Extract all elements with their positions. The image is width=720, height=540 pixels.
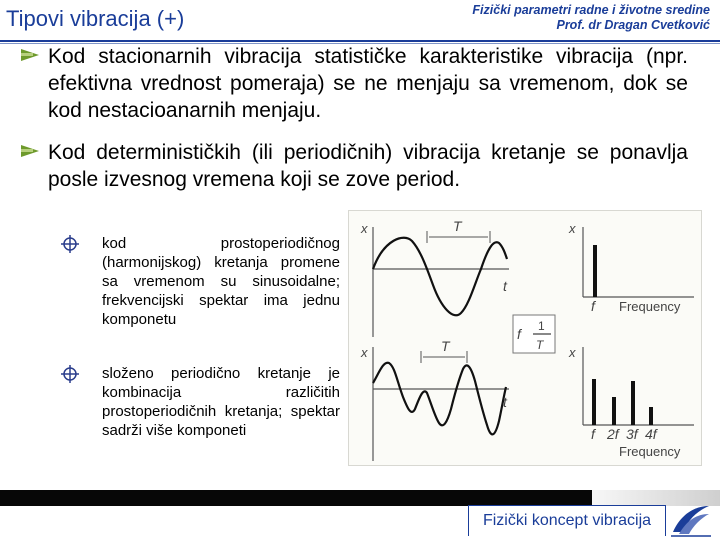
crosshair-bullet-icon (61, 235, 79, 253)
bullet-deterministic (48, 139, 688, 193)
formula-lhs: f (517, 326, 521, 342)
bottom-right-frequency-label: Frequency (619, 444, 681, 459)
bottom-left-period-label: T (441, 338, 450, 354)
slide-title: Tipovi vibracija (+) (6, 6, 185, 31)
bottom-right-f3-label: 3f (626, 426, 638, 442)
formula-num: 1 (538, 319, 545, 333)
top-right-frequency-label: Frequency (619, 299, 681, 314)
sub-bullet-text: kod prostoperiodičnog (harmonijskog) kretanja promene sa vremenom su sinusoidalne; frekvencijski spektar ima jednu komponetu (102, 235, 340, 328)
top-left-t-label: t (503, 278, 507, 294)
arrow-bullet-icon (21, 145, 39, 157)
bottom-right-f2-label: 2f (607, 426, 619, 442)
sub-bullet-complex (102, 364, 340, 440)
sub-bullet-text: složeno periodično kretanje je kombinacija različitih prostoperiodičnih kretanja; spektar sadrži više komponeti (102, 365, 340, 439)
university-logo-icon (669, 500, 713, 538)
formula-den: T (536, 338, 544, 352)
footer-bar (0, 490, 720, 506)
complex-wave (373, 363, 506, 435)
bullet-text: Kod stacionarnih vibracija statističke karakteristike vibracija (npr. efektivna vrednost pomeraja) se ne menjaju sa vremenom, dok se kod nestacioanarnih menjaju. (48, 45, 688, 122)
bottom-left-t-label: t (503, 394, 507, 410)
course-header (472, 3, 710, 33)
vibration-figure (349, 211, 701, 465)
sub-bullet-harmonic (102, 234, 340, 329)
author-name: Prof. dr Dragan Cvetković (556, 18, 710, 32)
bottom-right-f1-label: f (591, 426, 595, 442)
header-rule (0, 40, 720, 42)
arrow-bullet-icon (21, 49, 39, 61)
vibration-figure-panel (348, 210, 702, 466)
bottom-left-y-label: x (361, 345, 368, 360)
course-title: Fizički parametri radne i životne sredine (472, 3, 710, 17)
bottom-right-f4-label: 4f (645, 426, 657, 442)
sine-wave (373, 238, 507, 315)
bullet-text: Kod determinističkih (ili periodičnih) vibracija kretanje se ponavlja posle izvesnog vremena koji se zove period. (48, 141, 688, 191)
footer-title: Fizički koncept vibracija (468, 505, 666, 536)
top-right-f-label: f (591, 298, 595, 314)
top-left-period-label: T (453, 218, 462, 234)
top-right-y-label: x (569, 221, 576, 236)
bottom-right-y-label: x (569, 345, 576, 360)
bullet-stationary (48, 43, 688, 124)
top-left-y-label: x (361, 221, 368, 236)
crosshair-bullet-icon (61, 365, 79, 383)
